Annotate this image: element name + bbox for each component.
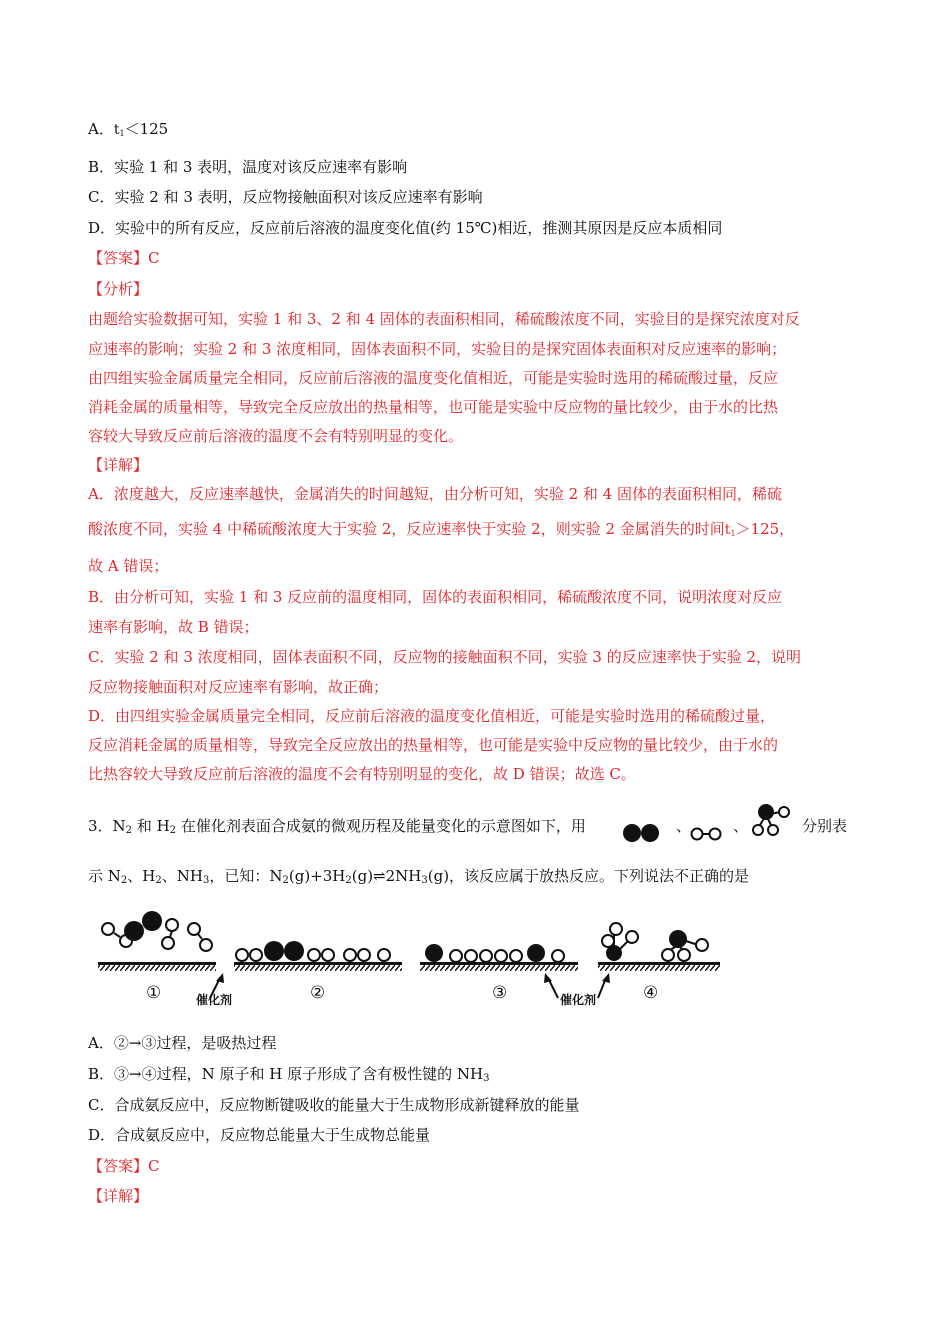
legend-separator: 、 xyxy=(676,817,692,835)
detail-a-line: A．浓度越大，反应速率越快，金属消失的时间越短，由分析可知，实验 2 和 4 固体的表面积相同，稀硫 xyxy=(88,485,782,503)
stage-3-atoms xyxy=(425,944,564,962)
molecule-legend xyxy=(620,800,800,850)
catalyst-label: 催化剂 xyxy=(560,993,597,1007)
q3-option-c: C．合成氨反应中，反应物断键吸收的能量大于生成物形成新键释放的能量 xyxy=(88,1096,580,1114)
q2-option-c: C．实验 2 和 3 表明，反应物接触面积对该反应速率有影响 xyxy=(88,188,483,206)
detail-d-line: 反应消耗金属的质量相等，导致完全反应放出的热量相等，也可能是实验中反应物的量比较少，由于水的 xyxy=(88,736,779,754)
analysis-line: 由题给实验数据可知，实验 1 和 3、2 和 4 固体的表面积相同，稀硫酸浓度不同，实验目的是探究浓度对反 xyxy=(88,310,800,328)
detail-c-line: 反应物接触面积对反应速率有影响，故正确； xyxy=(88,678,389,696)
q3-detail-tag: 【详解】 xyxy=(88,1187,149,1205)
analysis-line: 由四组实验金属质量完全相同，反应前后溶液的温度变化值相近，可能是实验时选用的稀硫酸过量，反应 xyxy=(88,369,779,387)
catalyst-label: 催化剂 xyxy=(196,993,233,1007)
q3-stem-line2: 示 $N_2$、$H_2$、$NH_3$，已知：$N_2(g)+3H_2(g)\rightleftharpoons 2NH_3(g)$，该反应属于放热反应。下列说法不正确的是 xyxy=(88,867,750,886)
q3-option-d: D．合成氨反应中，反应物总能量大于生成物总能量 xyxy=(88,1126,431,1144)
catalyst-process-diagram xyxy=(90,905,730,1015)
detail-c-line: C．实验 2 和 3 浓度相同，固体表面积不同，反应物的接触面积不同，实验 3 的反应速率快于实验 2，说明 xyxy=(88,648,802,666)
stage-4-molecules xyxy=(602,923,708,961)
step-label: ④ xyxy=(643,983,659,1003)
step-label: ① xyxy=(146,983,162,1003)
q2-option-b: B．实验 1 和 3 表明，温度对该反应速率有影响 xyxy=(88,158,408,176)
analysis-line: 容较大导致反应前后溶液的温度不会有特别明显的变化。 xyxy=(88,427,464,445)
analysis-line: 应速率的影响；实验 2 和 3 浓度相同，固体表面积不同，实验目的是探究固体表面积对反应速率的影响； xyxy=(88,340,787,358)
detail-a-line: 故 A 错误； xyxy=(88,557,169,575)
detail-d-line: 比热容较大导致反应前后溶液的温度不会有特别明显的变化，故 D 错误；故选 C。 xyxy=(88,765,636,783)
q3-answer: 【答案】C xyxy=(88,1157,160,1175)
legend-separator: 、 xyxy=(733,817,749,835)
q3-option-a: A．②→③过程，是吸热过程 xyxy=(88,1034,277,1052)
detail-d-line: D．由四组实验金属质量完全相同，反应前后溶液的温度变化值相近，可能是实验时选用的稀硫酸过量， xyxy=(88,707,776,725)
q2-option-d: D．实验中的所有反应，反应前后溶液的温度变化值(约 15℃)相近，推测其原因是反应本质相同 xyxy=(88,219,723,237)
q2-option-a: A．$t_1<125$ xyxy=(88,120,169,138)
step-label: ② xyxy=(310,983,326,1003)
stage-2-molecules xyxy=(236,941,390,961)
q3-stem-line1: 3．$N_2$ 和 $H_2$ 在催化剂表面合成氨的微观历程及能量变化的示意图如下，用 xyxy=(88,817,586,836)
q2-answer: 【答案】C xyxy=(88,249,160,267)
q2-analysis-tag: 【分析】 xyxy=(88,280,149,298)
analysis-line: 消耗金属的质量相等，导致完全反应放出的热量相等，也可能是实验中反应物的量比较少，由于水的比热 xyxy=(88,398,779,416)
q2-detail-tag: 【详解】 xyxy=(88,456,149,474)
step-label: ③ xyxy=(492,983,508,1003)
q3-stem-line1-end: 分别表 xyxy=(802,817,848,835)
q3-option-b: B．③→④过程，N 原子和 H 原子形成了含有极性键的 $NH_3$ xyxy=(88,1065,490,1084)
catalyst-surface xyxy=(98,962,720,971)
detail-b-line: 速率有影响，故 B 错误； xyxy=(88,618,259,636)
stage-1-molecules xyxy=(102,911,212,951)
catalyst-arrow-icon xyxy=(210,973,610,998)
nh3-molecule-icon xyxy=(753,804,789,835)
detail-b-line: B．由分析可知，实验 1 和 3 反应前的温度相同，固体的表面积相同，稀硫酸浓度不同，说明浓度对反应 xyxy=(88,588,783,606)
h2-molecule-icon xyxy=(692,829,721,840)
detail-a-line: 酸浓度不同，实验 4 中稀硫酸浓度大于实验 2，反应速率快于实验 2，则实验 2 金属消失的时间$t_1>125$， xyxy=(88,520,795,538)
n2-molecule-icon xyxy=(623,824,659,842)
